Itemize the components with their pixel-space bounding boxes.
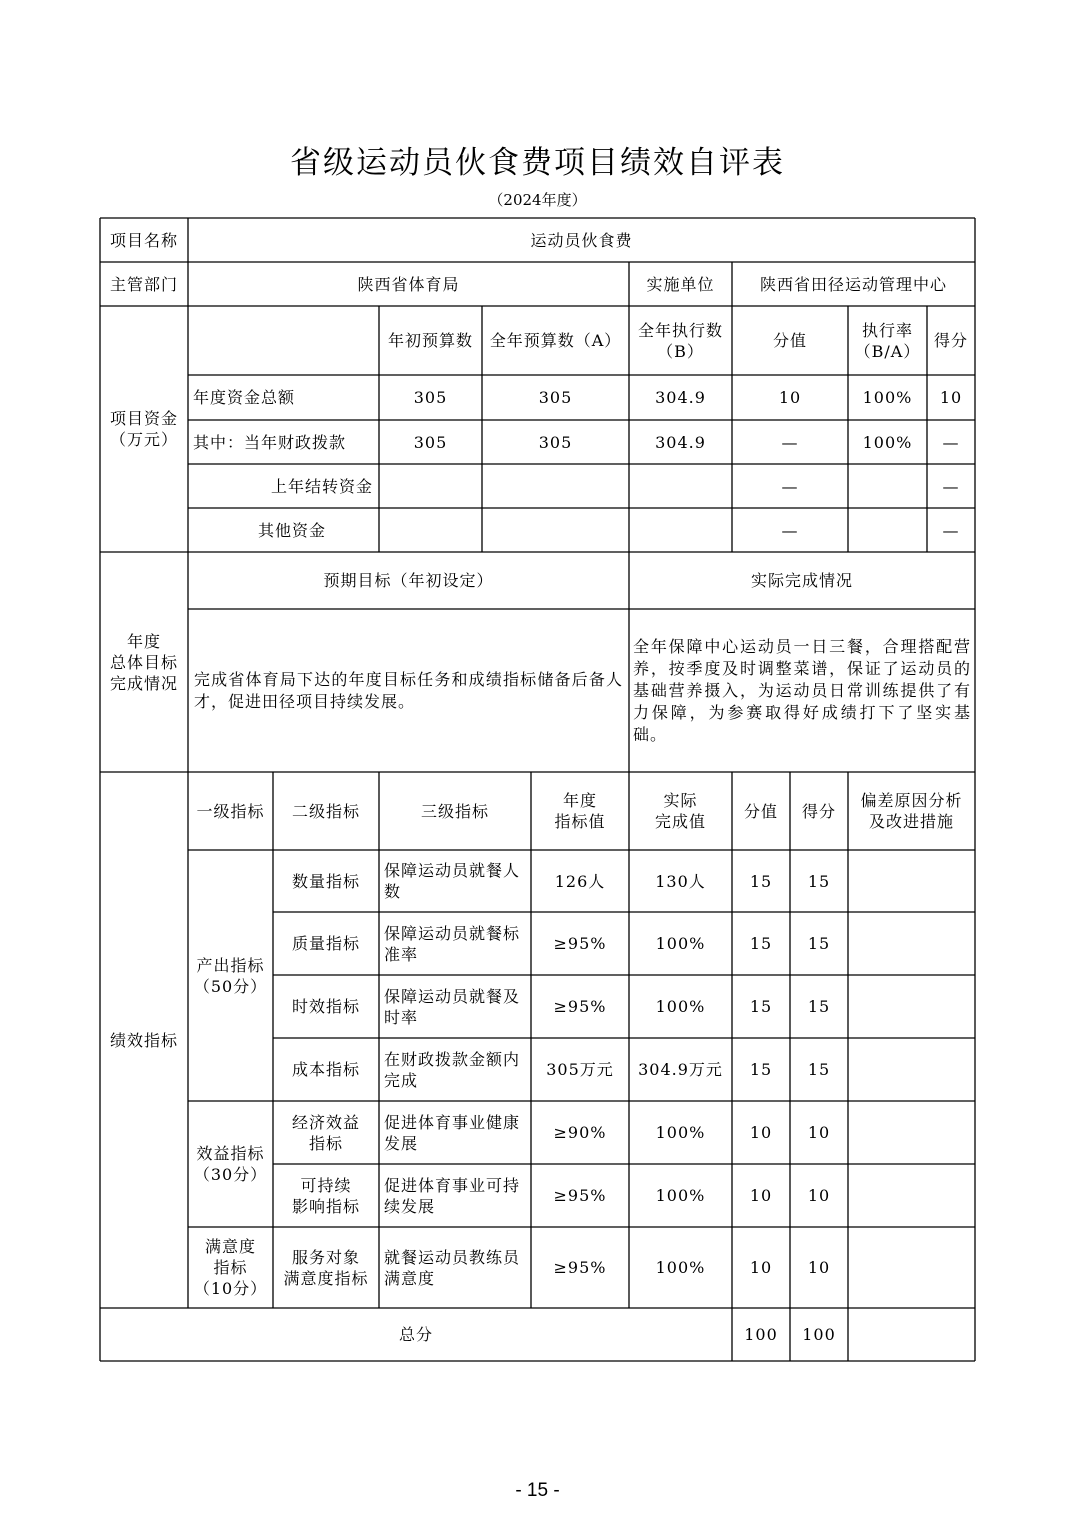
perf-level3: 保障运动员就餐及时率 [384,986,521,1027]
perf-level2: 经济效益 指标 [291,1112,360,1153]
funds-cell: — [781,520,799,540]
perf-score: 15 [807,934,831,953]
perf-header: 偏差原因分析 及改进措施 [860,791,963,831]
perf-level3: 保障运动员就餐标准率 [384,923,521,964]
funds-cell: 304.9 [655,432,706,452]
funds-cell: 10 [939,388,963,407]
perf-header: 年度 指标值 [554,791,606,831]
perf-target: 305万元 [546,1060,614,1079]
perf-actual: 130人 [655,871,706,891]
funds-cell: 305 [413,432,448,452]
perf-score-value: 15 [749,934,773,953]
perf-score: 10 [807,1258,831,1277]
perf-level3: 促进体育事业可持续发展 [384,1175,521,1216]
funds-header: 得分 [933,331,968,350]
perf-level3: 在财政拨款金额内完成 [384,1049,521,1090]
funds-cell [379,464,482,508]
funds-cell: — [942,520,960,540]
funds-cell [482,464,629,508]
funds-cell: 304.9 [655,388,706,407]
funds-row-name: 年度资金总额 [193,388,296,407]
funds-cell [379,508,482,552]
goals-expected-header: 预期目标（年初设定） [323,571,494,590]
goals-actual-header: 实际完成情况 [750,571,853,590]
project-name-label: 项目名称 [109,230,178,250]
perf-score: 15 [807,997,831,1016]
funds-cell: 100% [862,388,913,407]
perf-header: 实际 完成值 [654,791,706,831]
perf-score-value: 10 [749,1258,773,1277]
goals-actual-text: 全年保障中心运动员一日三餐，合理搭配营养，按季度及时调整菜谱，保证了运动员的基础营养摄入，为运动员日常训练提供了有力保障，为参赛取得好成绩打下了坚实基础。 [633,636,971,744]
perf-target: ≥95% [553,1186,607,1205]
funds-cell [629,464,732,508]
perf-level1: 产出指标 （50分） [193,955,268,996]
perf-score-value: 10 [749,1123,773,1142]
perf-level2: 时效指标 [291,997,360,1016]
report-year: （2024年度） [488,191,587,209]
perf-header: 得分 [801,801,836,821]
perf-level1: 效益指标 （30分） [193,1144,268,1184]
funds-header: 年初预算数 [387,331,473,350]
perf-actual: 100% [655,1186,706,1205]
perf-analysis [848,975,975,1038]
funds-cell: 305 [538,432,573,452]
perf-analysis [848,1101,975,1164]
funds-row-name: 其中：当年财政拨款 [193,432,347,452]
funds-row-name: 上年结转资金 [270,476,373,496]
funds-cell [848,464,927,508]
funds-label: 项目资金 （万元） [109,409,178,449]
perf-header: 三级指标 [420,801,489,821]
page-title: 省级运动员伙食费项目绩效自评表 [290,145,785,181]
page-number: - 15 - [515,1480,560,1501]
perf-level2: 成本指标 [291,1060,360,1079]
perf-level2: 数量指标 [291,871,360,891]
perf-level3: 保障运动员就餐人数 [384,861,521,901]
funds-cell: 100% [862,432,913,452]
perf-score: 15 [807,871,831,891]
perf-analysis [848,1038,975,1101]
dept-label: 主管部门 [109,274,178,294]
perf-level2: 可持续 影响指标 [291,1175,360,1216]
perf-actual: 100% [655,934,706,953]
perf-level3: 就餐运动员教练员满意度 [384,1247,521,1288]
funds-cell: — [781,476,799,496]
perf-level2: 质量指标 [291,934,360,953]
funds-cell [629,508,732,552]
total-analysis [848,1308,975,1361]
unit-value: 陕西省田径运动管理中心 [759,274,947,294]
perf-analysis [848,850,975,912]
perf-actual: 100% [655,1123,706,1142]
perf-target: ≥95% [553,1258,607,1277]
funds-header: 执行率 （B/A） [854,320,921,361]
perf-actual: 100% [655,997,706,1016]
perf-level2: 服务对象 满意度指标 [283,1247,369,1288]
perf-header: 分值 [743,801,778,821]
dept-value: 陕西省体育局 [357,274,460,294]
funds-header: 全年预算数（A） [489,331,622,350]
perf-level3: 促进体育事业健康发展 [384,1112,521,1153]
perf-score-value: 15 [749,997,773,1016]
perf-actual: 304.9万元 [638,1060,723,1079]
funds-cell: — [942,432,960,452]
perf-analysis [848,912,975,975]
perf-score-value: 15 [749,871,773,891]
funds-cell [482,508,629,552]
performance-label: 绩效指标 [109,1030,178,1050]
perf-target: ≥95% [553,934,607,953]
funds-header: 分值 [772,331,807,350]
funds-cell: — [942,476,960,496]
perf-target: 126人 [554,871,606,891]
funds-cell: 305 [413,388,448,407]
perf-actual: 100% [655,1258,706,1277]
perf-header: 一级指标 [196,801,265,821]
perf-target: ≥90% [553,1123,607,1142]
perf-header: 二级指标 [291,801,360,821]
funds-cell: — [781,432,799,452]
perf-target: ≥95% [553,997,607,1016]
perf-level1: 满意度 指标 （10分） [193,1237,268,1298]
project-name-value: 运动员伙食费 [530,230,633,250]
funds-row-name: 其他资金 [258,520,327,540]
perf-score: 15 [807,1060,831,1079]
funds-cell: 305 [538,388,573,407]
perf-score: 10 [807,1186,831,1205]
total-score-value: 100 [744,1325,778,1344]
unit-label: 实施单位 [646,274,715,294]
funds-cell [848,508,927,552]
goals-expected-text: 完成省体育局下达的年度目标任务和成绩指标储备后备人才，促进田径项目持续发展。 [194,669,623,711]
perf-analysis [848,1164,975,1227]
perf-score-value: 10 [749,1186,773,1205]
total-score: 100 [802,1325,836,1344]
perf-score-value: 15 [749,1060,773,1079]
total-label: 总分 [398,1325,433,1344]
funds-header: 全年执行数 （B） [637,320,723,361]
goals-label: 年度 总体目标 完成情况 [109,631,178,693]
perf-score: 10 [807,1123,831,1142]
perf-analysis [848,1227,975,1308]
funds-cell: 10 [778,388,802,407]
